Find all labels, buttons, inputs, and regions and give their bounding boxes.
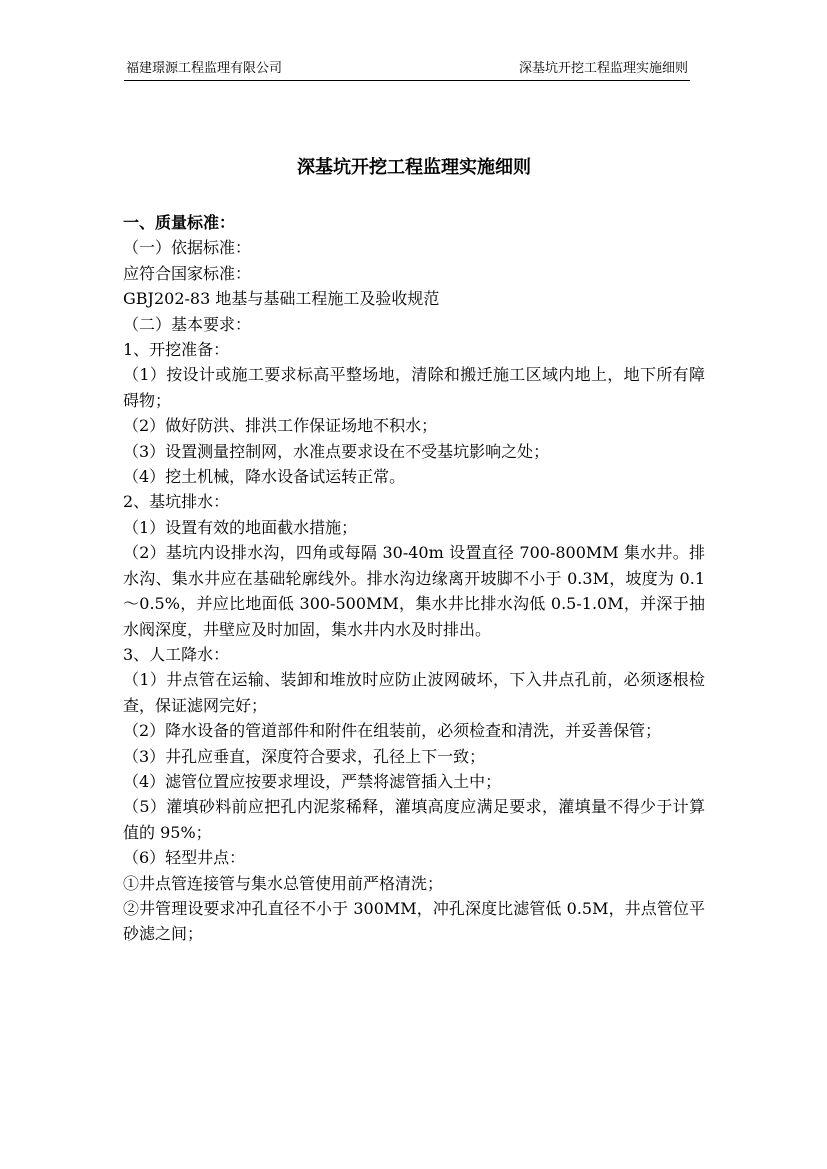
paragraph: ②井管理设要求冲孔直径不小于 300MM，冲孔深度比滤管低 0.5M，井点管位平砂滤之间； (123, 898, 705, 944)
paragraph: （1）设置有效的地面截水措施； (123, 517, 358, 537)
paragraph: 2、基坑排水： (123, 492, 230, 512)
paragraph: （2）基坑内设排水沟，四角或每隔 30-40m 设置直径 700-800MM 集水井。排水沟、集水井应在基础轮廓线外。排水沟边缘离开坡脚不小于 0.3M，坡度为 0.1～0.5%，并应比地面低 300-500MM，集水井比排水沟低 0.5-1.0M，并深于抽水阀深度，井壁应及时加固，集水井内水及时排出。 (123, 543, 705, 639)
paragraph: （1）井点管在运输、装卸和堆放时应防止波网破坏，下入井点孔前，必须逐根检查，保证滤网完好； (123, 670, 705, 715)
paragraph: （6）轻型井点： (123, 848, 246, 868)
section-heading: 一、质量标准： (123, 213, 236, 232)
paragraph: 3、人工降水： (123, 644, 230, 664)
page-header (124, 60, 690, 81)
document-body (123, 210, 705, 947)
header-company: 福建璟源工程监理有限公司 (126, 61, 283, 76)
paragraph: （2）降水设备的管道部件和附件在组装前，必须检查和清洗，并妥善保管； (123, 721, 662, 741)
paragraph: （二）基本要求： (123, 314, 252, 334)
paragraph: （2）做好防洪、排洪工作保证场地不积水； (123, 416, 438, 436)
paragraph: （一）依据标准： (123, 238, 252, 258)
paragraph: （3）设置测量控制网，水准点要求设在不受基坑影响之处； (123, 441, 550, 461)
paragraph: （3）井孔应垂直，深度符合要求，孔径上下一致； (123, 746, 486, 766)
header-doc-name: 深基坑开挖工程监理实施细则 (518, 61, 688, 76)
paragraph: （4）滤管位置应按要求埋设，严禁将滤管插入土中； (123, 771, 502, 791)
paragraph: ①井点管连接管与集水总管使用前严格清洗； (123, 873, 444, 893)
document-title: 深基坑开挖工程监理实施细则 (297, 157, 531, 178)
paragraph: （1）按设计或施工要求标高平整场地，清除和搬迁施工区域内地上，地下所有障碍物； (123, 365, 705, 410)
paragraph: （5）灌填砂料前应把孔内泥浆稀释，灌填高度应满足要求，灌填量不得少于计算值的 95%； (123, 797, 705, 842)
paragraph: GBJ202-83 地基与基础工程施工及验收规范 (123, 289, 440, 309)
paragraph: 1、开挖准备： (123, 340, 230, 360)
paragraph: 应符合国家标准： (123, 263, 252, 283)
paragraph: （4）挖土机械，降水设备试运转正常。 (123, 467, 406, 487)
